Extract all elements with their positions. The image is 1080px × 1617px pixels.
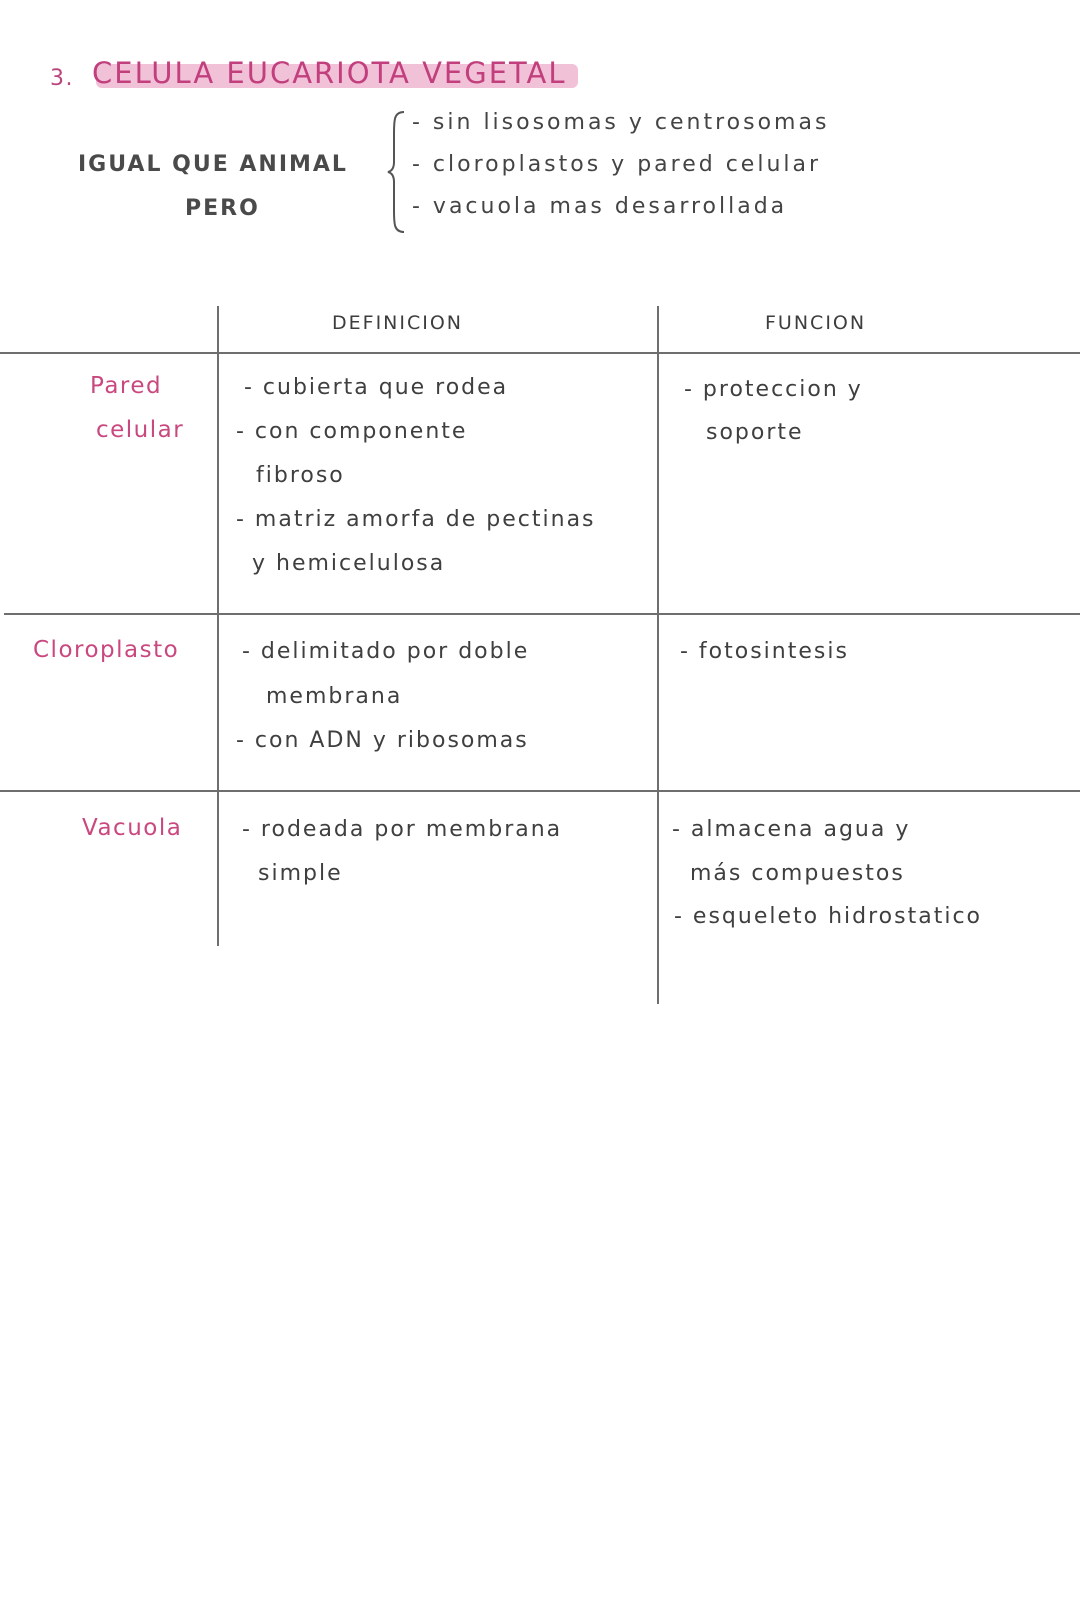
page-title: CELULA EUCARIOTA VEGETAL	[92, 56, 567, 90]
definition-line: - rodeada por membrana	[242, 817, 563, 842]
definition-line: - con componente	[236, 419, 468, 444]
definition-line: y hemicelulosa	[252, 551, 446, 576]
function-line: más compuestos	[690, 861, 905, 886]
function-line: - fotosintesis	[680, 639, 849, 664]
table-divider-h-row2	[0, 790, 1080, 792]
table-divider-h-header	[0, 352, 1080, 354]
comparison-item: - vacuola mas desarrollada	[412, 194, 788, 219]
comparison-label-line2: PERO	[185, 196, 260, 221]
table-divider-v2	[657, 306, 659, 1004]
definition-line: - cubierta que rodea	[244, 375, 509, 400]
column-header-function: FUNCION	[765, 312, 867, 334]
definition-line: membrana	[266, 684, 403, 709]
row-label-cloroplasto: Cloroplasto	[33, 637, 180, 663]
definition-line: - delimitado por doble	[242, 639, 530, 664]
comparison-item: - cloroplastos y pared celular	[412, 152, 822, 177]
table-divider-h-row1	[4, 613, 1080, 615]
function-line: - proteccion y	[684, 377, 863, 402]
definition-line: fibroso	[256, 463, 345, 488]
comparison-label-line1: IGUAL QUE ANIMAL	[78, 152, 348, 177]
row-label-celular: celular	[96, 417, 185, 443]
column-header-definition: DEFINICION	[332, 312, 464, 334]
definition-line: - con ADN y ribosomas	[236, 728, 529, 753]
definition-line: - matriz amorfa de pectinas	[236, 507, 596, 532]
curly-brace-icon	[386, 110, 408, 234]
function-line: - almacena agua y	[672, 817, 911, 842]
function-line: soporte	[706, 420, 804, 445]
row-label-vacuola: Vacuola	[82, 815, 183, 841]
function-line: - esqueleto hidrostatico	[674, 904, 983, 929]
definition-line: simple	[258, 861, 343, 886]
row-label-pared: Pared	[90, 373, 163, 399]
table-divider-v1	[217, 306, 219, 946]
section-number: 3.	[50, 66, 74, 91]
comparison-item: - sin lisosomas y centrosomas	[412, 110, 830, 135]
